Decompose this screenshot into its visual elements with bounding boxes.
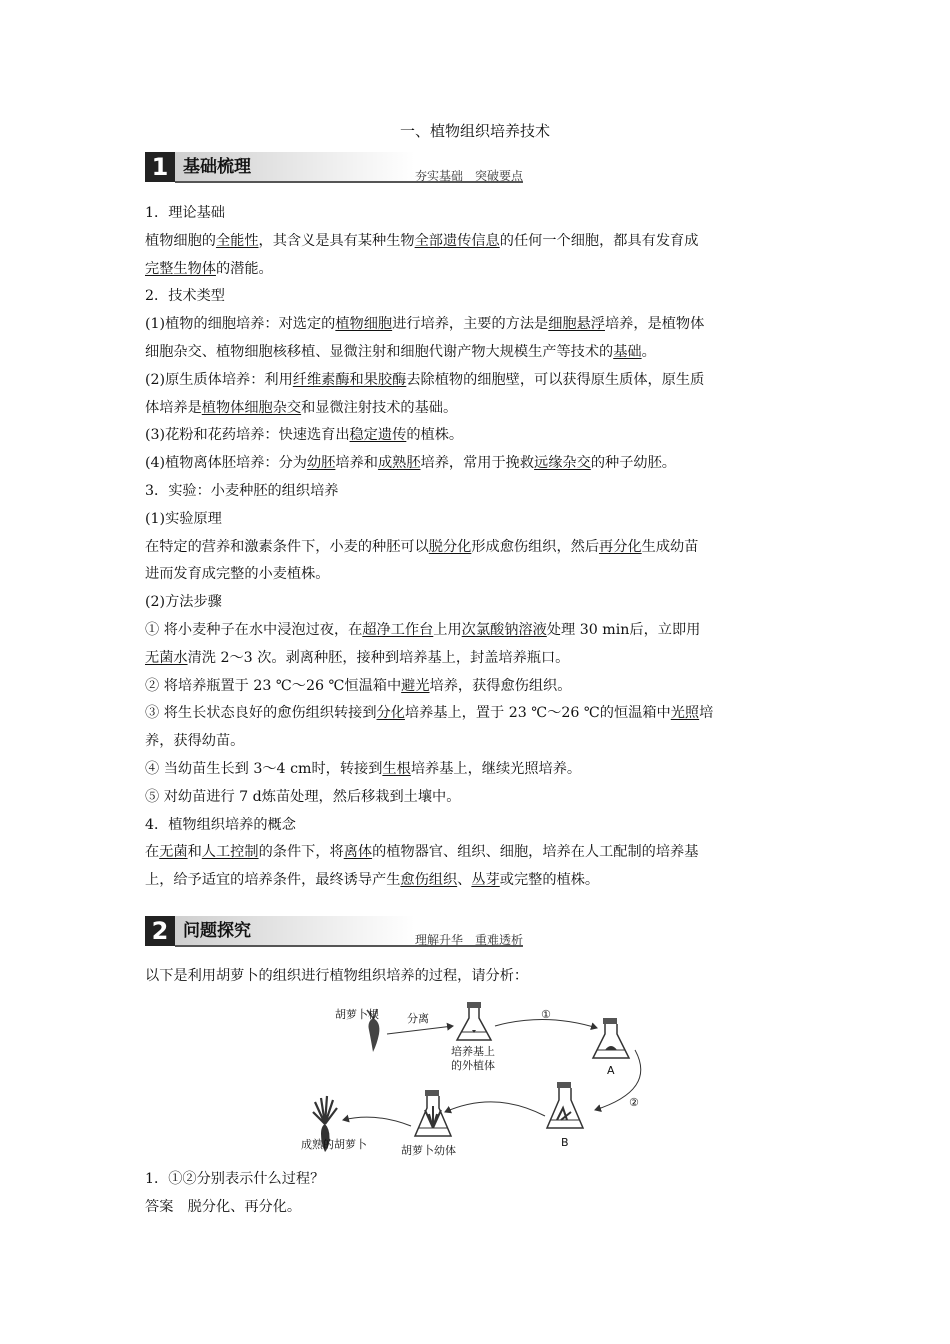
section-number: 1 [145,152,175,182]
arrow-separate [387,1026,453,1034]
flask-seedling-icon [415,1090,451,1136]
step-item: ④ 当幼苗生长到 3～4 cm时，转接到生根培养基上，继续光照培养。 [145,760,582,777]
mature-carrot-label: 成熟的胡萝卜 [301,1138,367,1151]
step-item: ⑤ 对幼苗进行 7 d炼苗处理，然后移栽到土壤中。 [145,788,461,805]
paragraph: 以下是利用胡萝卜的组织进行植物组织培养的过程，请分析： [145,968,529,984]
step-item: ② 将培养瓶置于 23 ℃～26 ℃恒温箱中避光培养，获得愈伤组织。 [145,677,572,694]
heading-types: 2．技术类型 [145,288,225,305]
paragraph: (4)植物离体胚培养：分为幼胚培养和成熟胚培养，常用于挽救远缘杂交的种子幼胚。 [145,455,676,472]
subheading: (1)实验原理 [145,510,222,527]
flask-explant-icon [457,1002,491,1040]
step-item: ① 将小麦种子在水中浸泡过夜，在超净工作台上用次氯酸钠溶液处理 30 min后，立即用 [145,621,701,638]
arrow-grow [343,1117,411,1126]
step-item: 养，获得幼苗。 [145,733,245,750]
heading-experiment: 3．实验：小麦种胚的组织培养 [145,482,339,499]
subheading: (2)方法步骤 [145,594,222,611]
paragraph: (1)植物的细胞培养：对选定的植物细胞进行培养，主要的方法是细胞悬浮培养，是植物体 [145,316,705,333]
paragraph: 植物细胞的全能性，其含义是具有某种生物全部遗传信息的任何一个细胞，都具有发育成 [145,232,699,249]
answer: 答案 脱分化、再分化。 [145,1198,302,1215]
root-label: 胡萝卜根 [335,1008,379,1021]
step2-label: ② [629,1096,639,1109]
section-subtitle: 理解升华 重难透析 [414,933,523,947]
section-subtitle: 夯实基础 突破要点 [414,169,523,183]
paragraph: 完整生物体的潜能。 [145,260,273,277]
step-item: 无菌水清洗 2～3 次。剥离种胚，接种到培养基上，封盖培养瓶口。 [145,649,570,666]
seedling-label: 胡萝卜幼体 [401,1144,456,1157]
section-number: 2 [145,916,175,946]
question-block [145,1166,810,1222]
section-banner-basics [145,152,523,188]
flask-b-label: B [561,1136,569,1149]
inquiry-intro [145,963,810,991]
separate-label: 分离 [407,1012,429,1025]
paragraph: 进而发育成完整的小麦植株。 [145,566,330,583]
paragraph: 细胞杂交、植物细胞核移植、显微注射和细胞代谢产物大规模生产等技术的基础。 [145,343,656,360]
question: 1．①②分别表示什么过程？ [145,1171,325,1187]
basics-content [145,200,810,895]
heading-concept: 4．植物组织培养的概念 [145,816,296,833]
paragraph: (3)花粉和花药培养：快速选育出稳定遗传的植株。 [145,427,464,444]
carrot-tissue-culture-diagram [295,1000,665,1165]
page-title: 一、植物组织培养技术 [399,122,550,140]
section-banner-inquiry [145,916,523,952]
flask-a-label: A [607,1064,615,1077]
section-label: 基础梳理 [175,152,415,182]
paragraph: 上，给予适宜的培养条件，最终诱导产生愈伤组织、丛芽或完整的植株。 [145,872,600,889]
flask-b-icon [547,1082,583,1128]
paragraph: 体培养是植物体细胞杂交和显微注射技术的基础。 [145,399,458,416]
heading-theory: 1．理论基础 [145,205,225,221]
arrow-transfer [445,1102,545,1116]
step-item: ③ 将生长状态良好的愈伤组织转接到分化培养基上，置于 23 ℃～26 ℃的恒温箱中光照培 [145,705,714,722]
paragraph: (2)原生质体培养：利用纤维素酶和果胶酶去除植物的细胞壁，可以获得原生质体，原生质 [145,371,705,388]
paragraph: 在特定的营养和激素条件下，小麦的种胚可以脱分化形成愈伤组织，然后再分化生成幼苗 [145,538,699,555]
flask-a-icon [593,1018,629,1058]
explant-label-line1: 培养基上 [451,1045,495,1058]
paragraph: 在无菌和人工控制的条件下，将离体的植物器官、组织、细胞，培养在人工配制的培养基 [145,844,699,861]
section-label: 问题探究 [175,916,415,946]
explant-label-line2: 的外植体 [451,1059,495,1072]
step1-label: ① [541,1008,551,1021]
